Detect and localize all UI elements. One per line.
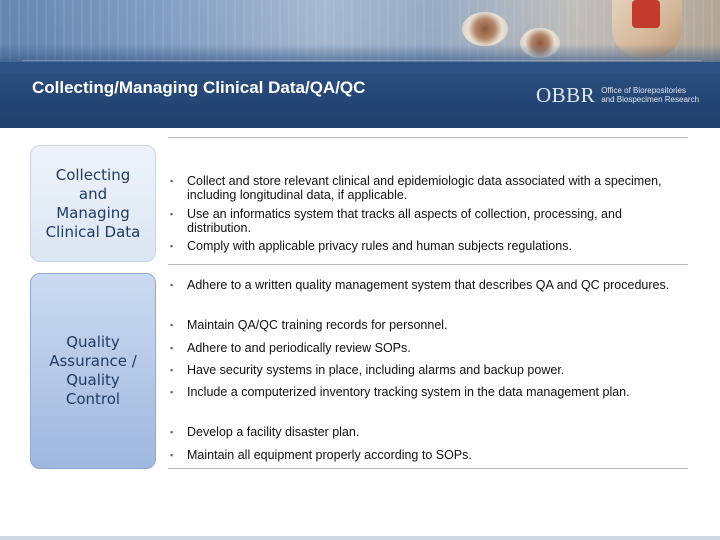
logo-subtitle	[601, 86, 699, 104]
list-item-text: Include a computerized inventory tracking system in the data management plan.	[187, 385, 630, 399]
bullet-icon: ▪	[170, 320, 174, 330]
bullet-icon: ▪	[170, 387, 174, 397]
list-item-text: Use an informatics system that tracks all aspects of collection, processing, and distribution.	[187, 207, 622, 235]
list-item-text: Maintain all equipment properly according to SOPs.	[187, 448, 472, 462]
slide-title: Collecting/Managing Clinical Data/QA/QC	[32, 78, 366, 97]
list-item-text: Comply with applicable privacy rules and human subjects regulations.	[187, 239, 572, 253]
list-item-text: Maintain QA/QC training records for personnel.	[187, 318, 448, 332]
logo-mark: OBBR	[536, 82, 596, 107]
sample-tube-image	[632, 0, 660, 28]
logo-subtitle-line1: Office of Biorepositories	[601, 86, 686, 95]
list-item-text: Develop a facility disaster plan.	[187, 425, 360, 439]
divider-bottom	[168, 468, 688, 469]
bullet-icon: ▪	[170, 343, 174, 353]
bullet-icon: ▪	[170, 450, 174, 460]
bullet-icon: ▪	[170, 241, 174, 251]
section-label-qa-qc	[30, 273, 156, 469]
header-fade	[0, 44, 720, 74]
logo-subtitle-line2: and Biospecimen Research	[601, 95, 700, 104]
divider-middle	[168, 264, 688, 265]
bullet-icon: ▪	[170, 427, 174, 437]
petri-dish-image	[462, 12, 508, 46]
bullet-icon: ▪	[170, 209, 174, 219]
header-banner	[0, 0, 720, 128]
list-item-text: Adhere to a written quality management system that describes QA and QC procedures.	[187, 278, 670, 292]
section-label-text: Quality Assurance / Quality Control	[49, 333, 137, 408]
list-item-text: Collect and store relevant clinical and epidemiologic data associated with a specimen, including longitudinal data, if applicable.	[187, 174, 662, 202]
section-label-clinical-data	[30, 145, 156, 262]
bullet-icon: ▪	[170, 365, 174, 375]
footer-bar	[0, 536, 720, 540]
bullet-icon: ▪	[170, 176, 174, 186]
obbr-logo	[536, 83, 699, 107]
bullet-icon: ▪	[170, 280, 174, 290]
list-item-text: Have security systems in place, including alarms and backup power.	[187, 363, 565, 377]
divider-top	[168, 137, 688, 138]
section-label-text: Collecting and Managing Clinical Data	[45, 165, 141, 241]
header-rule	[22, 60, 702, 61]
list-item-text: Adhere to and periodically review SOPs.	[187, 341, 411, 355]
